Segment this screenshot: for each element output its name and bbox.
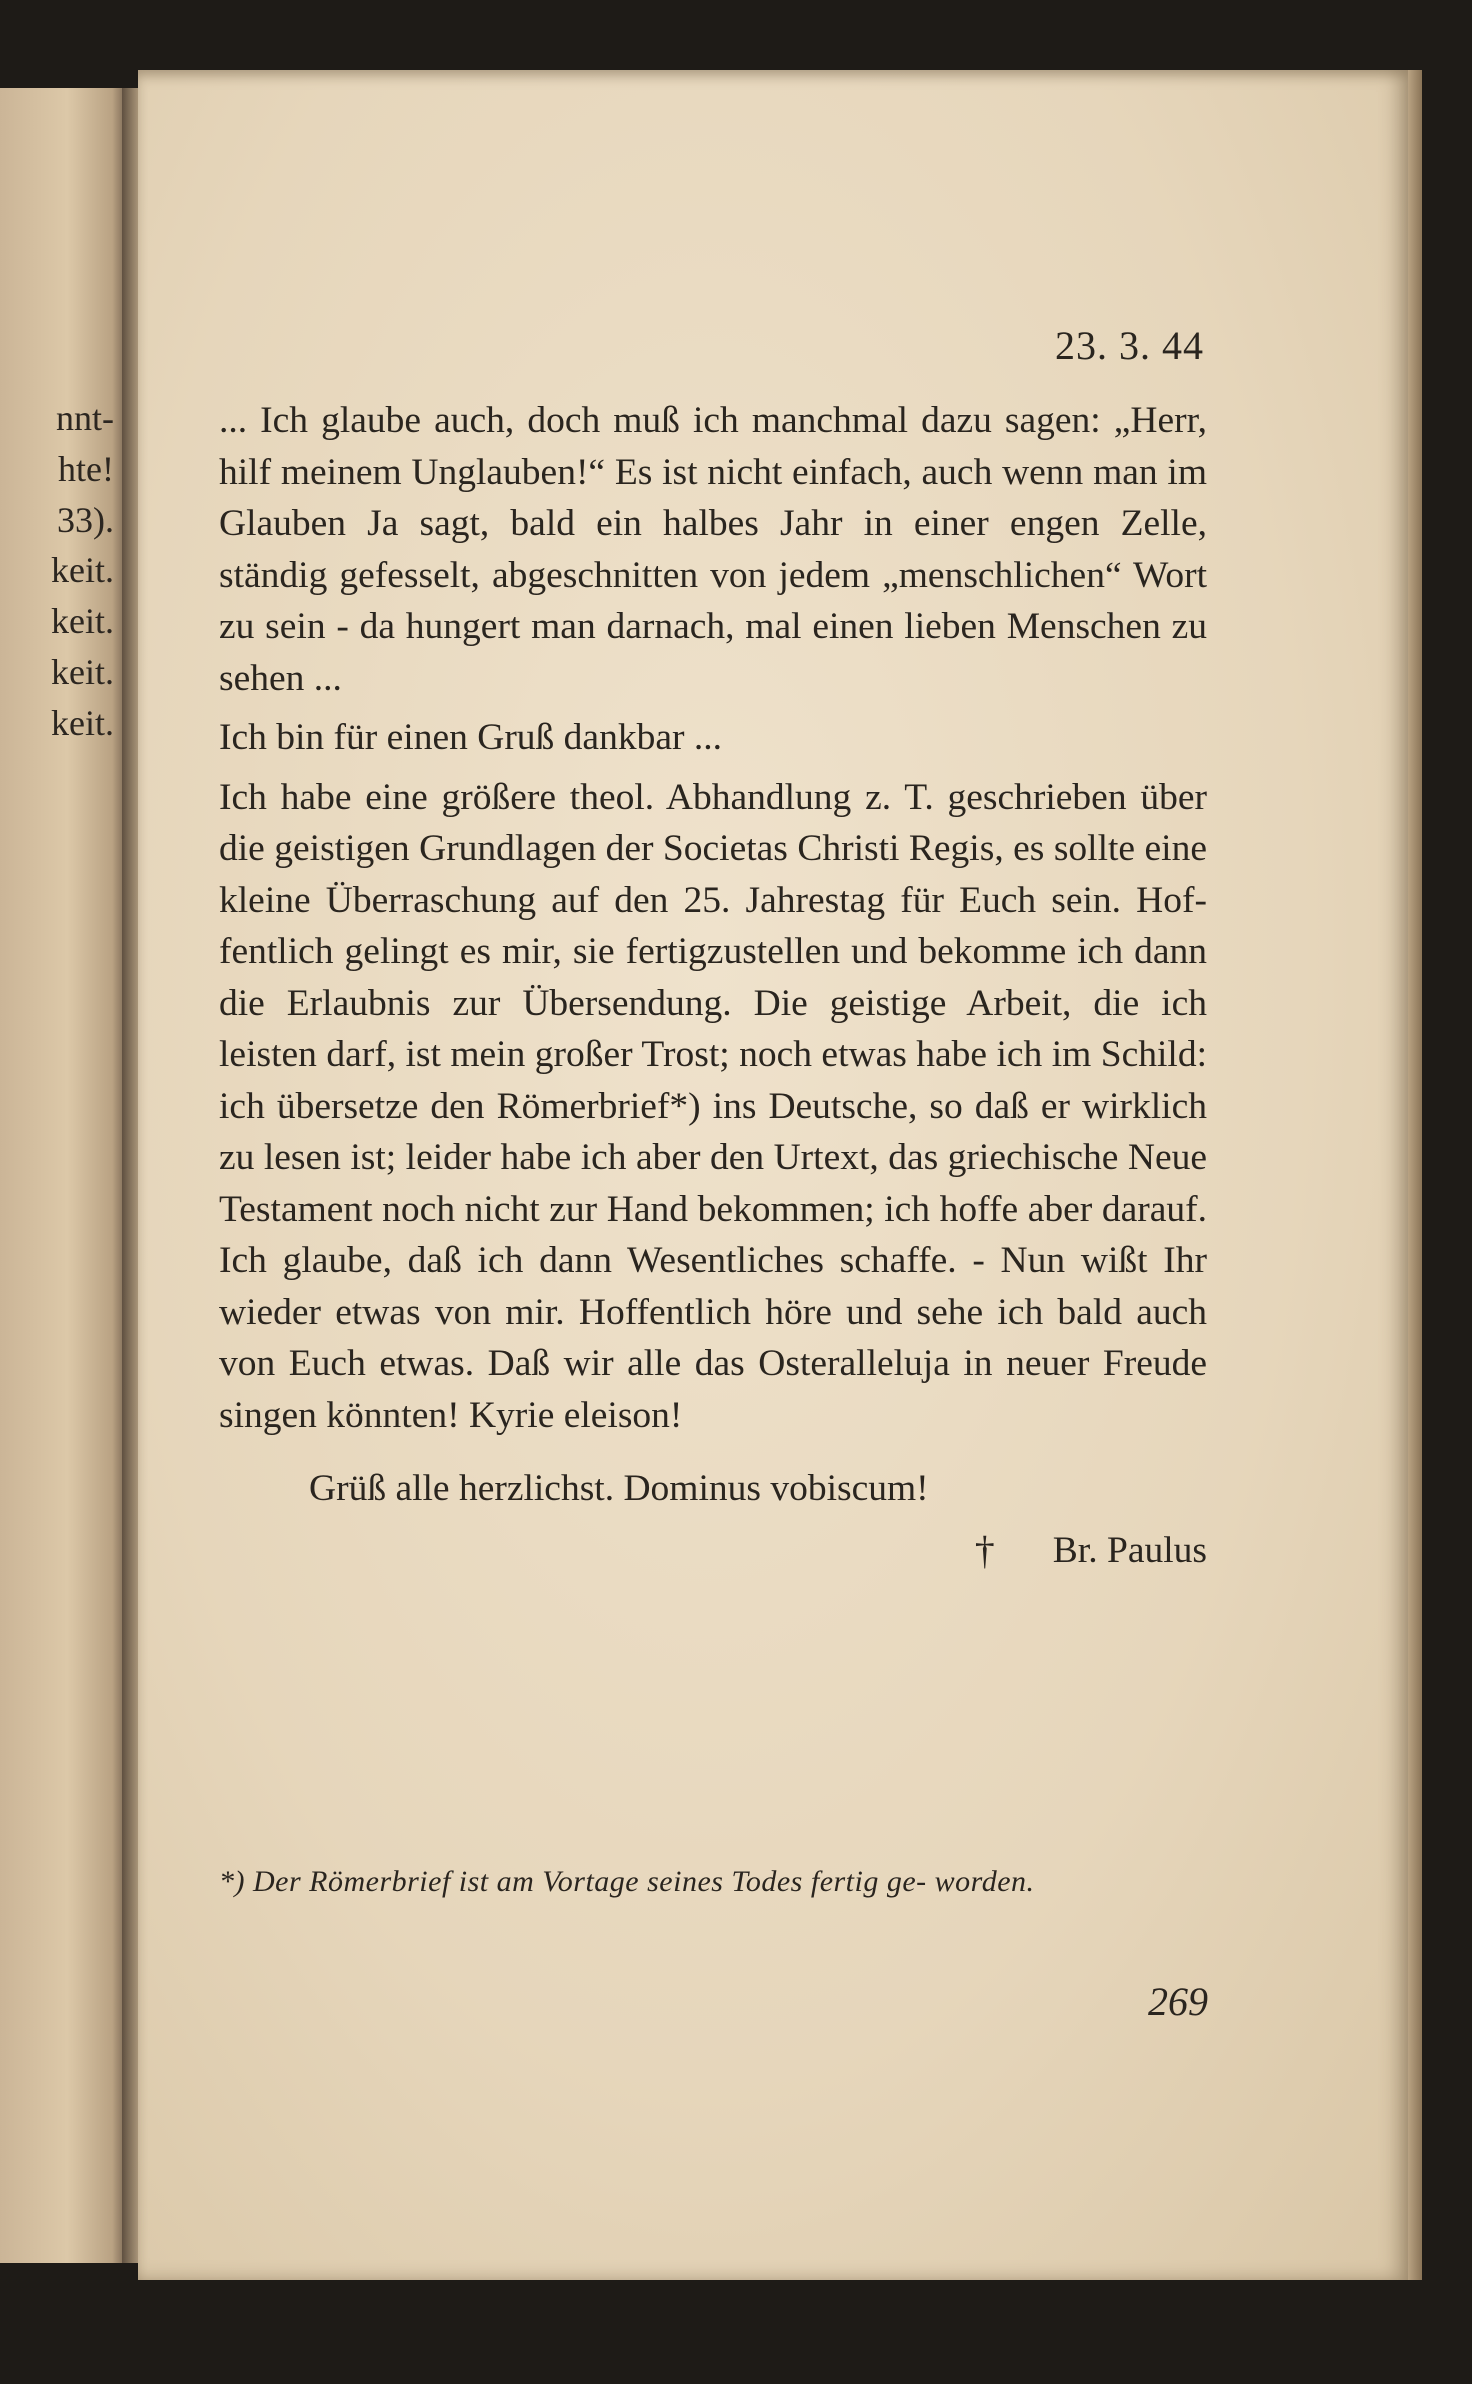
left-page-fragment: 33). <box>57 500 114 540</box>
left-page <box>0 88 122 2263</box>
signature: Br. Paulus <box>1052 1529 1207 1571</box>
letter-date: 23. 3. 44 <box>1055 323 1204 368</box>
left-page-fragment: keit. <box>51 550 114 590</box>
cross-icon: † <box>974 1527 995 1573</box>
left-page-fragment: keit. <box>51 652 114 692</box>
left-page-fragment: hte! <box>58 449 114 489</box>
letter-body <box>219 395 1207 1576</box>
left-page-fragment: keit. <box>51 703 114 743</box>
book-gutter <box>122 88 138 2263</box>
paragraph-2: Ich bin für einen Gruß dankbar ... <box>219 717 722 758</box>
footnote: *) Der Römerbrief ist am Vortage seines Todes fertig ge- worden. <box>219 1865 1035 1898</box>
paragraph-3: Ich habe eine größere theol. Abhandlung z. T. geschrieben über die geistigen Grundlagen der Societas Christi Regis, es sollte eine kleine Überraschung auf den 25. Jahrestag für Euch sein. Hoffentlich gelingt es mir, sie fertigzustellen und bekomme ich dann die Erlaubnis zur Übersendung. Die geistige Arbeit, die ich leisten darf, ist mein großer Trost; noch etwas habe ich im Schild: ich übersetze den Römerbrief*) ins Deutsche, so daß er wirklich zu lesen ist; leider habe ich aber den Urtext, das griechische Neue Testament noch nicht zur Hand bekommen; ich hoffe aber darauf. Ich glaube, daß ich dann Wesentliches schaffe. - Nun wißt Ihr wieder etwas von mir. Hoffentlich höre und sehe ich bald auch von Euch etwas. Daß wir alle das Osteralleluja in neuer Freude singen könnten! Kyrie eleison! <box>219 776 1207 1436</box>
left-page-fragment: keit. <box>51 601 114 641</box>
page-number: 269 <box>1148 1979 1208 2024</box>
left-page-fragment: nnt- <box>56 398 114 438</box>
paragraph-1: ... Ich glaube auch, doch muß ich manchmal dazu sagen: „Herr, hilf meinem Unglauben!“ Es ist nicht einfach, auch wenn man im Glauben Ja sagt, bald ein halbes Jahr in einer engen Zelle, ständig gefesselt, abgeschnitten von jedem „menschlichen“ Wort zu sein - da hungert man darnach, mal einen lieben Menschen zu sehen ... <box>219 400 1207 699</box>
page-edge <box>1408 70 1422 2280</box>
closing-line: Grüß alle herzlichst. Dominus vobiscum! <box>309 1468 929 1509</box>
signature-line <box>219 1525 1207 1577</box>
